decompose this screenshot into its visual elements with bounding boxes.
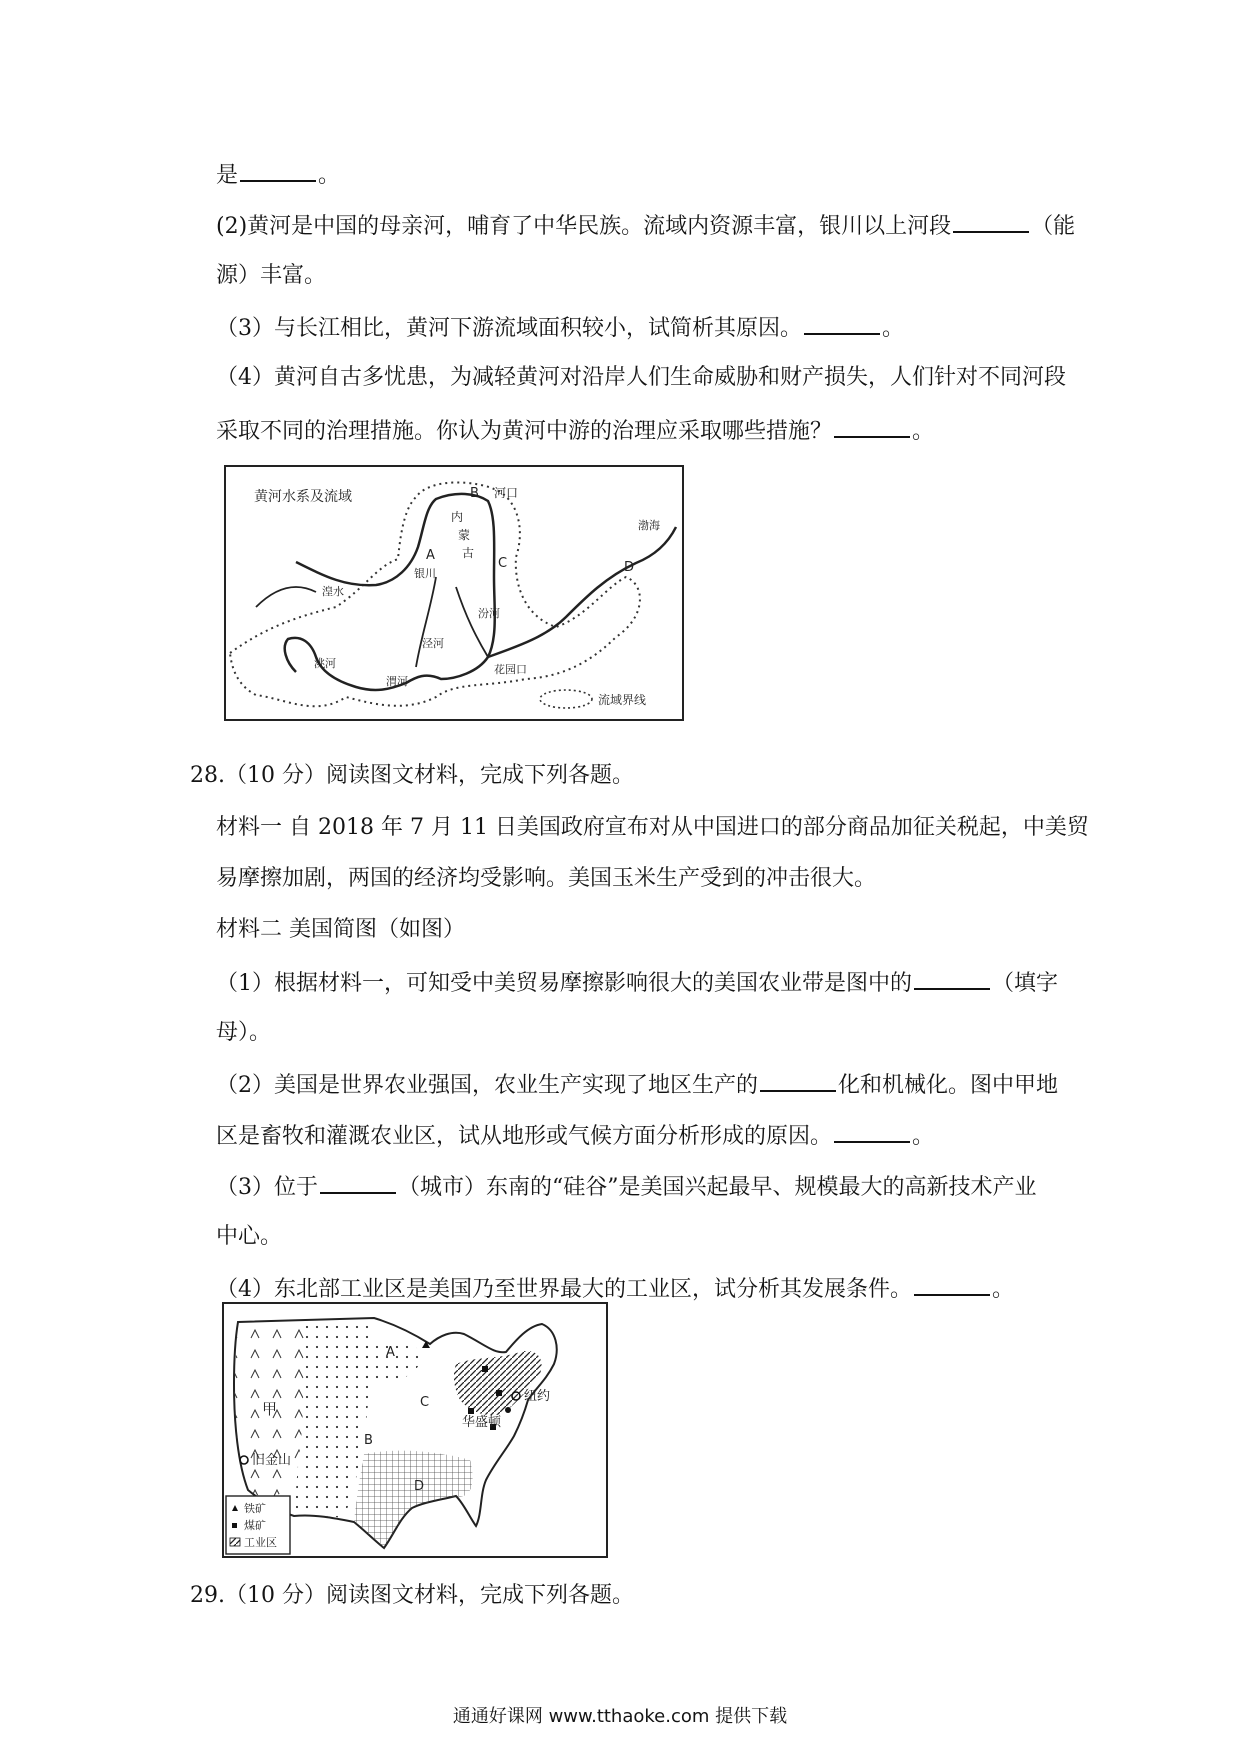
legend-coal: 煤矿 [244, 1519, 266, 1532]
q28-p3-line1: （3）位于 （城市）东南的“硅谷”是美国兴起最早、规模最大的高新技术产业 [216, 1170, 1037, 1204]
region-D-area [354, 1451, 473, 1548]
label-gu: 古 [462, 546, 475, 560]
label-bohai: 渤海 [638, 519, 660, 532]
legend-industry: 工业区 [244, 1536, 277, 1549]
label-B: B [470, 486, 479, 501]
basin-boundary [230, 482, 640, 706]
legend-coal-symbol [232, 1523, 237, 1528]
legend-boundary-label: 流域界线 [598, 693, 647, 707]
q28-material1-line1: 材料一 自 2018 年 7 月 11 日美国政府宣布对从中国进口的部分商品加征关税起，中美贸 [216, 815, 1089, 840]
legend-boundary-symbol [540, 690, 592, 708]
jinghe-river [416, 577, 436, 667]
label-hekou: 河口 [494, 486, 519, 500]
page-footer: 通通好课网 www.tthaoke.com 提供下载 [452, 1706, 788, 1727]
washington-marker [505, 1407, 511, 1413]
label-san-francisco: 旧金山 [252, 1453, 292, 1468]
label-yinchuan: 银川 [414, 567, 436, 580]
answer-blank[interactable] [834, 1119, 910, 1143]
label-huayuankou: 花园口 [494, 663, 527, 676]
q27-p4-line2: 采取不同的治理措施。你认为黄河中游的治理应采取哪些措施？ 。 [216, 414, 934, 448]
label-jinghe: 泾河 [422, 637, 444, 650]
q28-header: 28.（10 分）阅读图文材料，完成下列各题。 [190, 763, 634, 788]
label-new-york: 纽约 [524, 1389, 551, 1404]
label-meng: 蒙 [458, 528, 471, 542]
label-A: A [426, 548, 435, 563]
q28-p1-line1: （1）根据材料一，可知受中美贸易摩擦影响很大的美国农业带是图中的 （填字 [216, 966, 1058, 1000]
q28-p2-line2: 区是畜牧和灌溉农业区，试从地形或气候方面分析形成的原因。 。 [216, 1119, 934, 1153]
answer-blank[interactable] [760, 1068, 836, 1092]
label-weihe: 渭河 [386, 675, 408, 688]
q28-p1-line2: 母）。 [216, 1020, 272, 1045]
coal-mine-marker [468, 1408, 474, 1414]
q28-p4: （4）东北部工业区是美国乃至世界最大的工业区，试分析其发展条件。 。 [216, 1272, 1014, 1306]
answer-blank[interactable] [804, 311, 880, 335]
huangshui-river [256, 587, 316, 607]
q27-line0: 是 。 [216, 158, 340, 192]
label-D: D [624, 560, 635, 575]
answer-blank[interactable] [914, 966, 990, 990]
answer-blank[interactable] [953, 209, 1029, 233]
q28-material1-line2: 易摩擦加剧，两国的经济均受影响。美国玉米生产受到的冲击很大。 [216, 866, 877, 891]
answer-blank[interactable] [320, 1170, 396, 1194]
label-D: D [414, 1479, 425, 1494]
q28-p2-line1: （2）美国是世界农业强国，农业生产实现了地区生产的 化和机械化。图中甲地 [216, 1068, 1058, 1102]
label-jia: 甲 [262, 1400, 278, 1418]
label-huangshui: 湟水 [322, 585, 344, 598]
q28-material2: 材料二 美国简图（如图） [216, 917, 465, 942]
q27-p4-line1: （4）黄河自古多忧患，为减轻黄河对沿岸人们生命威胁和财产损失，人们针对不同河段 [216, 365, 1066, 390]
label-C: C [498, 556, 508, 571]
legend-iron: 铁矿 [244, 1502, 266, 1515]
answer-blank[interactable] [834, 414, 910, 438]
coal-mine-marker [482, 1366, 488, 1372]
q28-p3-line2: 中心。 [216, 1224, 283, 1249]
yellow-river-map-svg [226, 467, 682, 719]
legend-industry-symbol [230, 1538, 240, 1546]
yellow-river-lower [488, 527, 676, 657]
label-A: A [386, 1345, 395, 1360]
fenhe-river [456, 587, 488, 657]
coal-mine-marker [496, 1390, 502, 1396]
label-B: B [364, 1433, 373, 1448]
q27-p3: （3）与长江相比，黄河下游流域面积较小，试简析其原因。 。 [216, 311, 904, 345]
label-nei: 内 [451, 510, 464, 524]
q27-p2-line2: 源）丰富。 [216, 263, 327, 288]
map-title: 黄河水系及流域 [254, 489, 352, 505]
q29-header: 29.（10 分）阅读图文材料，完成下列各题。 [190, 1583, 634, 1608]
label-washington: 华盛顿 [462, 1415, 502, 1430]
q27-p2-line1: (2)黄河是中国的母亲河，哺育了中华民族。流域内资源丰富，银川以上河段 （能 [216, 209, 1075, 243]
answer-blank[interactable] [914, 1272, 990, 1296]
yellow-river-map [224, 465, 684, 721]
usa-map-svg [224, 1304, 606, 1556]
label-taohe: 洮河 [314, 657, 336, 670]
label-C: C [420, 1395, 430, 1410]
label-fenhe: 汾河 [478, 607, 500, 620]
usa-map [222, 1302, 608, 1558]
answer-blank[interactable] [240, 158, 316, 182]
